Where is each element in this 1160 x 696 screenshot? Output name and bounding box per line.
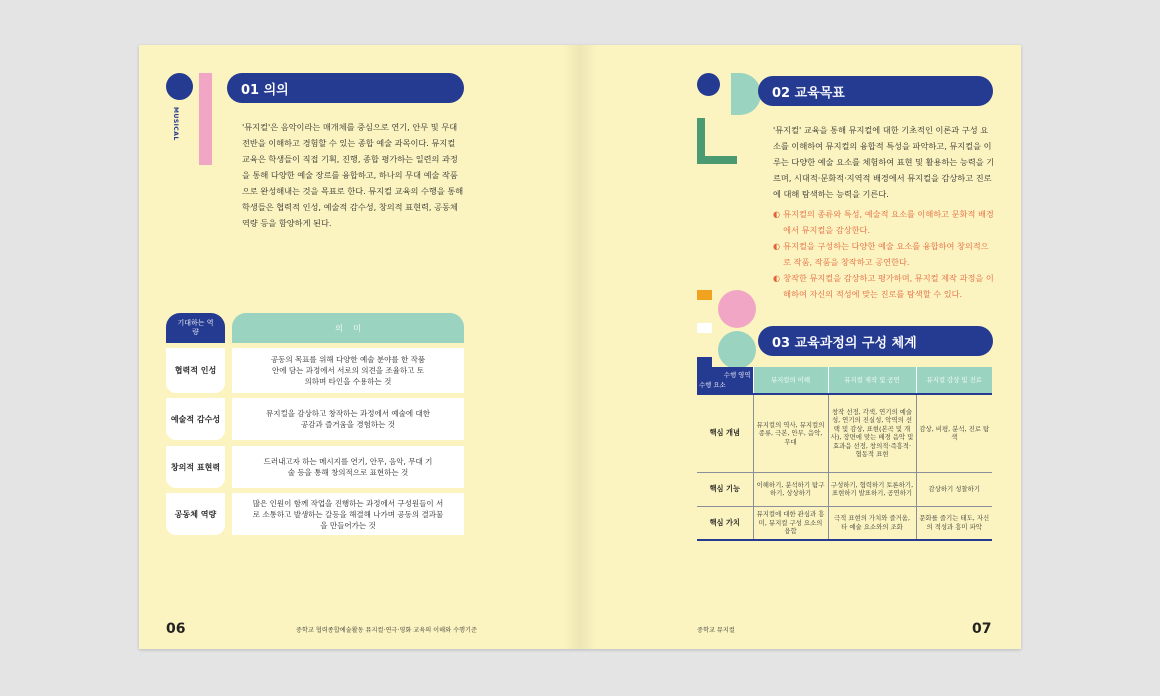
table-row [697,394,992,472]
book-spread [139,45,1021,649]
table-cell: 창작 선정, 각색, 연기의 예술성, 연기의 진실성, 악역의 선택 및 감상, 표현(본곡 및 개사), 장면에 맞는 배경 음악 및 효과음 선정, 창의적·즉흥적·협동적 표현 [828,394,916,472]
curriculum-table-wrap [697,367,992,541]
footer-left: 중학교 협력종합예술활동 뮤지컬·연극·영화 교육의 이해와 수행기준 [295,627,477,634]
table-cell: 뮤지컬에 대한 관심과 흥미, 뮤지컬 구성 요소의 융합 [753,506,828,540]
competency-table [166,313,464,535]
navy-circle-decoration [697,73,720,96]
table-row-text: 드러내고자 하는 메시지를 연기, 안무, 음악, 무대 기술 등을 통해 창의적으로 표현하는 것 [232,446,464,488]
table-header-meaning [232,313,464,343]
goal-bullet [773,206,995,238]
page-number-right: 07 [972,621,992,637]
orange-square-decoration [697,290,712,300]
navy-circle-decoration [166,73,193,100]
half-circle-bullet-icon: ◐ [773,209,781,219]
table-cell: 문화를 즐기는 태도, 자신의 적성과 흥미 파악 [916,506,992,540]
mint-half-circle-decoration [731,73,761,115]
mint-circle-decoration [718,331,756,369]
goal-bullet-text: 창작한 뮤지컬을 감상하고 평가하며, 뮤지컬 제작 과정을 이해하여 자신의 적성에 맞는 진로를 탐색할 수 있다. [783,273,994,299]
row-label: 핵심 가치 [697,506,753,540]
table-row [697,472,992,506]
table-cell: 이해하기, 분석하기 탐구하기, 상상하기 [753,472,828,506]
table-header-competency-label: 기대하는 역량 [177,319,214,336]
table-header-meaning-label: 의 미 [335,323,361,333]
navy-square-decoration [697,357,712,367]
table-cell: 감상하기 성찰하기 [916,472,992,506]
column-header: 뮤지컬의 이해 [753,367,828,394]
page-number-left: 06 [166,621,186,637]
vertical-tag: MUSICAL [172,107,179,141]
table-row-label: 공동체 역량 [166,493,225,535]
table-row-label: 협력적 인성 [166,348,225,393]
table-row-label: 예술적 감수성 [166,398,225,440]
pink-bar-decoration [199,73,212,165]
column-header: 뮤지컬 감상 및 진로 [916,367,992,394]
goal-bullet [773,238,995,270]
curriculum-table [697,367,992,541]
section-heading-02: 02 교육목표 [758,76,993,106]
goal-paragraph: '뮤지컬' 교육을 통해 뮤지컬에 대한 기초적인 이론과 구성 요소를 이해하여 뮤지컬의 융합적 특성을 파악하고, 뮤지컬을 이루는 다양한 예술 요소를 체험하여 표현 및 활용하는 능력을 기르며, 시대적·문화적·지역적 배경에서 뮤지컬을 감상하고 진로에 대해 탐색하는 능력을 기른다. [773,125,995,199]
table-row-label: 창의적 표현력 [166,446,225,488]
corner-bottom-label: 수행 요소 [699,381,726,389]
section-heading-01: 01 의의 [227,73,464,103]
goal-bullet-list [773,206,995,302]
table-corner-cell [697,367,753,394]
goal-bullet [773,270,995,302]
table-header-competency [166,313,225,343]
half-circle-bullet-icon: ◐ [773,241,781,251]
table-row-text: 뮤지컬을 감상하고 창작하는 과정에서 예술에 대한 공감과 즐거움을 경험하는 것 [232,398,464,440]
table-cell: 감상, 비평, 분석, 진로 탐색 [916,394,992,472]
white-square-decoration [697,323,712,333]
row-label: 핵심 기능 [697,472,753,506]
goal-bullet-text: 뮤지컬을 구성하는 다양한 예술 요소를 융합하여 창의적으로 작품, 작품을 창작하고 공연한다. [783,241,989,267]
table-row [697,506,992,540]
green-corner-decoration-base [697,156,737,164]
column-header: 뮤지컬 제작 및 공연 [828,367,916,394]
table-row-text: 많은 인원이 함께 작업을 진행하는 과정에서 구성원들이 서로 소통하고 발생하는 갈등을 해결해 나가며 공동의 결과물을 만들어가는 것 [232,493,464,535]
row-label: 핵심 개념 [697,394,753,472]
section-heading-03: 03 교육과정의 구성 체계 [758,326,993,356]
table-cell: 극적 표현의 가치와 즐거움, 타 예술 요소와의 조화 [828,506,916,540]
half-circle-bullet-icon: ◐ [773,273,781,283]
pink-circle-decoration [718,290,756,328]
footer-right: 중학교 뮤지컬 [697,627,735,634]
intro-paragraph: '뮤지컬'은 음악이라는 매개체를 중심으로 연기, 안무 및 무대 전반을 이해하고 경험할 수 있는 종합 예술 과목이다. 뮤지컬 교육은 학생들이 직접 기획, 진행, 종합 평가하는 일련의 과정을 통해 다양한 예술 장르를 융합하고, 하나의 무대 예술 작품으로 완성해내는 것을 목표로 한다. 뮤지컬 교육의 수행을 통해 학생들은 협력적 인성, 예술적 감수성, 창의적 표현력, 공동체 역량 등을 함양하게 된다. [242,122,464,228]
table-row-text: 공동의 목표를 위해 다양한 예술 분야를 한 작품 안에 담는 과정에서 서로의 의견을 조율하고 토의하며 타인을 수용하는 것 [232,348,464,393]
table-cell: 구성하기, 협력하기 토론하기, 표현하기 발표하기, 공연하기 [828,472,916,506]
corner-top-label: 수행 영역 [723,371,751,379]
goal-bullet-text: 뮤지컬의 종류와 특성, 예술적 요소를 이해하고 문화적 배경에서 뮤지컬을 감상한다. [783,209,994,235]
table-cell: 뮤지컬의 역사, 뮤지컬의 종류, 극본, 안무, 음악, 무대 [753,394,828,472]
